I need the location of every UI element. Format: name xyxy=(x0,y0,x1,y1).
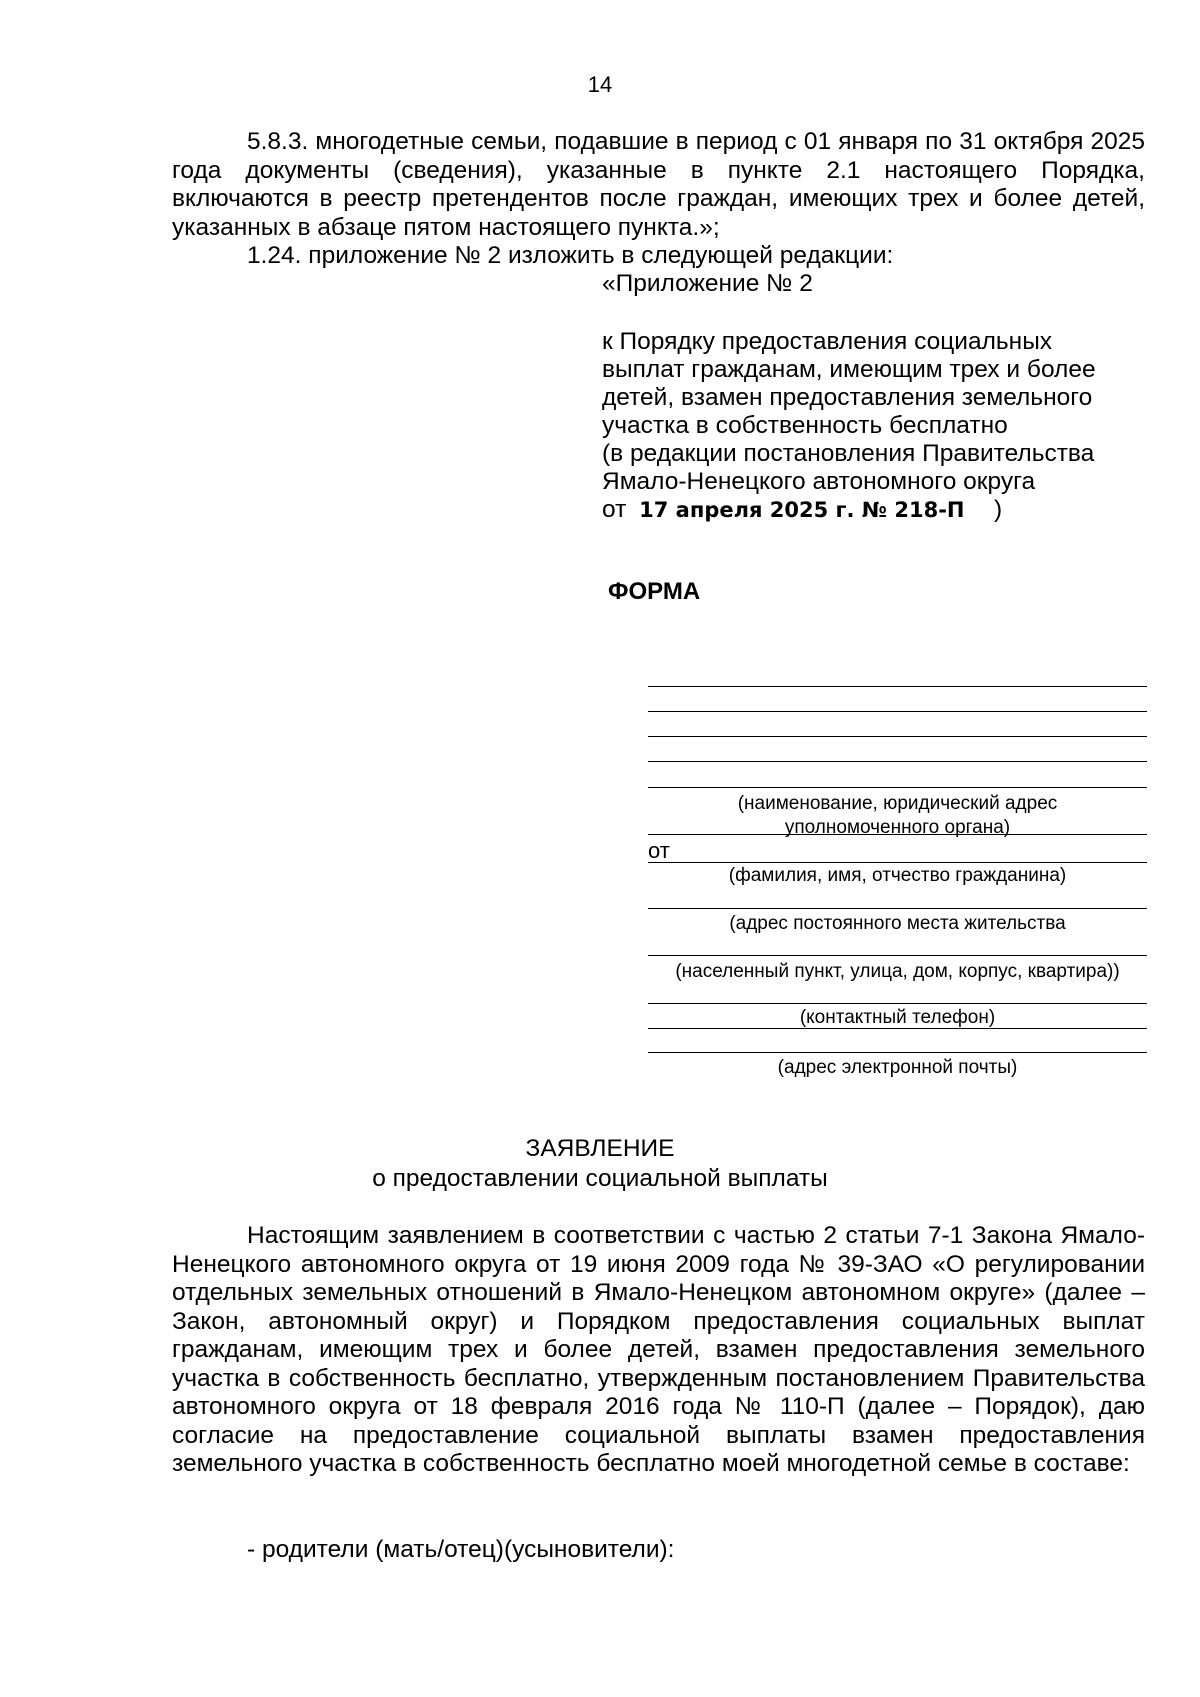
org-line-2[interactable] xyxy=(648,711,1147,712)
org-line-5[interactable] xyxy=(648,787,1147,788)
name-line[interactable] xyxy=(648,862,1147,863)
address-detail-caption: (населенный пункт, улица, дом, корпус, квартира)) xyxy=(675,961,1120,982)
address-caption: (адрес постоянного места жительства xyxy=(729,913,1066,934)
appendix-note-line: (в редакции постановления Правительства xyxy=(602,440,1095,467)
parents-line: - родители (мать/отец)(усыновители): xyxy=(247,1536,675,1563)
statement-subtitle: о предоставлении социальной выплаты xyxy=(372,1165,828,1192)
address-line[interactable] xyxy=(648,908,1147,909)
appendix-date-suffix: ) xyxy=(994,496,1003,523)
page-number: 14 xyxy=(587,72,613,97)
clause-5-8-3-text: 5.8.3. многодетные семьи, подавшие в период с 01 января по 31 октября 2025 года документы (сведения), указанные в пункте 2.1 настоящего Порядка, включаются в реестр претендентов после граждан, имеющих трех и более детей, указанных в абзаце пятом настоящего пункта.»; xyxy=(172,128,1145,241)
appendix-note-line: участка в собственность бесплатно xyxy=(602,412,1008,439)
appendix-date xyxy=(602,496,1003,524)
statement-body xyxy=(172,1222,1145,1479)
address-detail-line[interactable] xyxy=(648,955,1147,956)
org-caption-line-1: (наименование, юридический адрес xyxy=(737,793,1058,814)
form-heading: ФОРМА xyxy=(608,578,701,605)
from-label: от xyxy=(648,838,670,863)
phone-caption: (контактный телефон) xyxy=(799,1007,996,1028)
statement-title: ЗАЯВЛЕНИЕ xyxy=(525,1135,675,1162)
appendix-note-line: детей, взамен предоставления земельного xyxy=(602,384,1093,411)
appendix-note-line: выплат гражданам, имеющим трех и более xyxy=(602,356,1096,383)
appendix-title: «Приложение № 2 xyxy=(602,270,813,297)
clause-1-24 xyxy=(172,242,1145,271)
clause-5-8-3 xyxy=(172,128,1145,242)
appendix-date-value: 17 апреля 2025 г. № 218-П xyxy=(639,498,965,522)
org-caption-underline xyxy=(648,834,1147,835)
appendix-note xyxy=(602,328,1162,496)
phone-line[interactable] xyxy=(648,1003,1147,1004)
clause-1-24-text: 1.24. приложение № 2 изложить в следующей редакции: xyxy=(247,242,894,269)
org-line-1[interactable] xyxy=(648,686,1147,687)
org-caption xyxy=(648,792,1147,840)
name-caption: (фамилия, имя, отчество гражданина) xyxy=(728,865,1067,886)
org-line-3[interactable] xyxy=(648,736,1147,737)
phone-caption-underline xyxy=(648,1028,1147,1029)
email-caption: (адрес электронной почты) xyxy=(777,1057,1018,1078)
appendix-note-line: к Порядку предоставления социальных xyxy=(602,328,1053,355)
email-line[interactable] xyxy=(648,1052,1147,1053)
org-line-4[interactable] xyxy=(648,761,1147,762)
appendix-note-line: Ямало-Ненецкого автономного округа xyxy=(602,468,1036,495)
appendix-date-prefix: от xyxy=(602,496,627,523)
statement-body-text: Настоящим заявлением в соответствии с частью 2 статьи 7-1 Закона Ямало-Ненецкого автономного округа от 19 июня 2009 года № 39-ЗАО «О регулировании отдельных земельных отношений в Ямало-Ненецком автономном округе» (далее – Закон, автономный округ) и Порядком предоставления социальных выплат гражданам, имеющим трех и более детей, взамен предоставления земельного участка в собственность бесплатно, утвержденным постановлением Правительства автономного округа от 18 февраля 2016 года № 110-П (далее – Порядок), даю согласие на предоставление социальной выплаты взамен предоставления земельного участка в собственность бесплатно моей многодетной семье в составе: xyxy=(172,1222,1145,1477)
org-caption-line-2: уполномоченного органа) xyxy=(784,817,1011,838)
